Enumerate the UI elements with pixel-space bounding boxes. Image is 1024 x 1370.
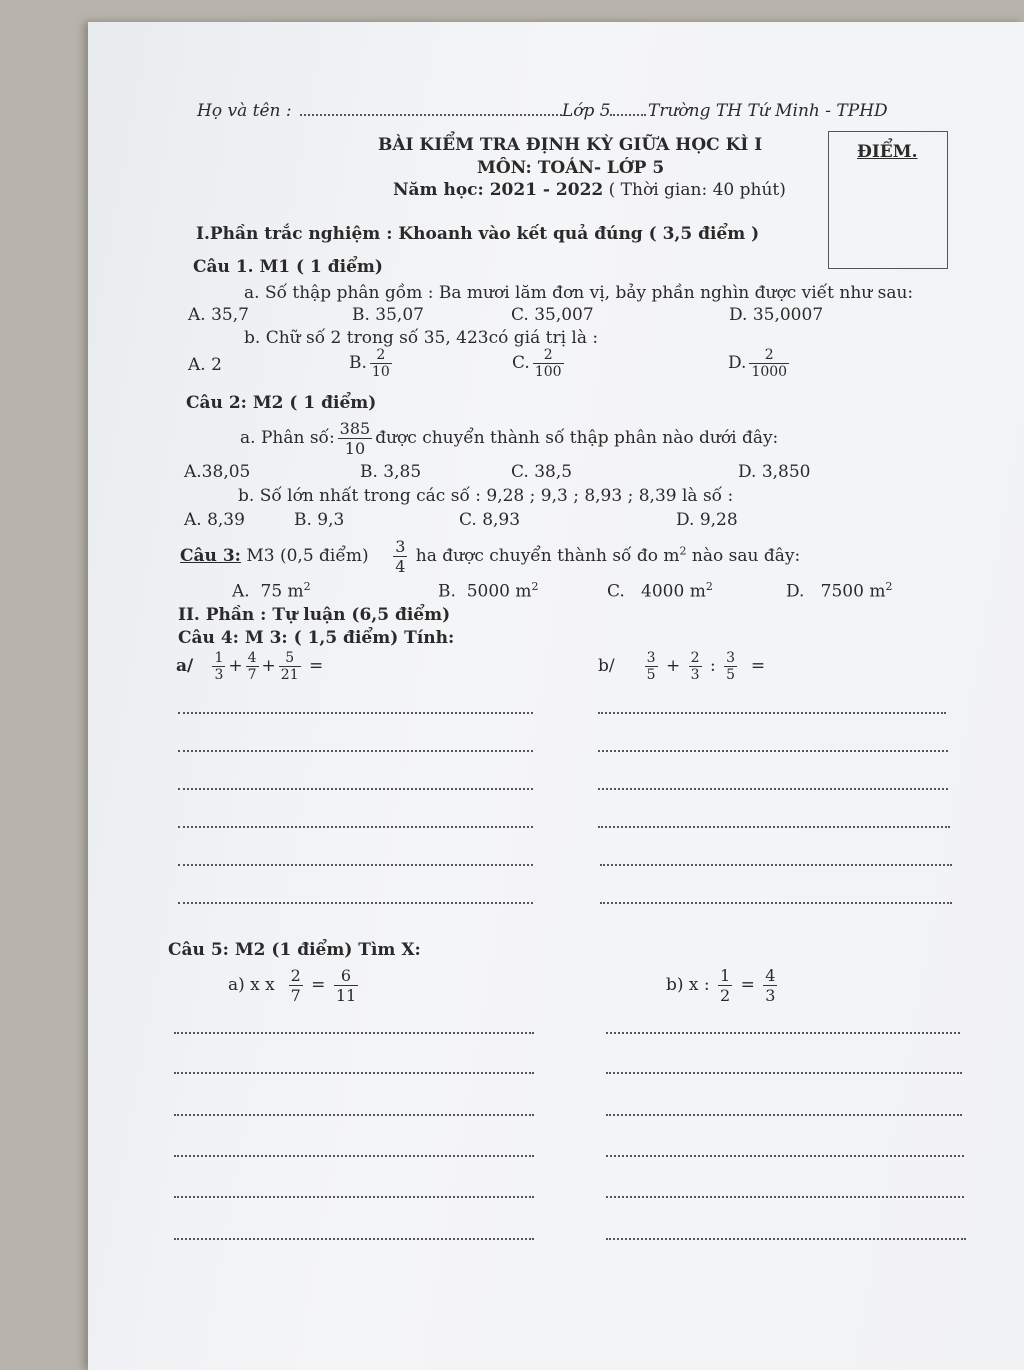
q5b-answer-line[interactable]	[606, 1196, 964, 1198]
q5b-answer-line[interactable]	[606, 1072, 962, 1074]
q1a-option-a[interactable]: A. 35,7	[188, 305, 249, 325]
q4a-answer-line[interactable]	[178, 750, 533, 752]
q2a-option-c[interactable]: C. 38,5	[511, 462, 573, 482]
q2-title: Câu 2: M2 ( 1 điểm)	[186, 393, 377, 413]
exam-title: BÀI KIỂM TRA ĐỊNH KỲ GIỮA HỌC KÌ I	[378, 135, 763, 155]
q4a-answer-line[interactable]	[178, 826, 533, 828]
school-name: Trường TH Tứ Minh - TPHD	[648, 101, 888, 121]
q3-option-c[interactable]: C. 4000 $m^2$	[607, 580, 713, 602]
q4b-answer-line[interactable]	[598, 826, 950, 828]
q5b-answer-line[interactable]	[606, 1155, 964, 1157]
q1-title: Câu 1. M1 ( 1 điểm)	[193, 257, 383, 277]
q5a-answer-line[interactable]	[174, 1196, 534, 1198]
q1a-option-b[interactable]: B. 35,07	[352, 305, 424, 325]
q2a-prompt: a. Phân số: $\frac{385}{10}$ được chuyển thành số thập phân nào dưới đây:	[240, 419, 779, 458]
q5b-answer-line[interactable]	[606, 1032, 960, 1034]
q4-title: Câu 4: M 3: ( 1,5 điểm) Tính:	[178, 628, 455, 648]
q2b-option-a[interactable]: A. 8,39	[184, 510, 245, 530]
q5a-equation: a) x x $\frac{2}{7}$ = $\frac{6}{11}$	[228, 966, 357, 1005]
q5b-equation: b) x : $\frac{1}{2}$ = $\frac{4}{3}$	[666, 966, 776, 1005]
q2a-option-b[interactable]: B. 3,85	[360, 462, 422, 482]
class-dotted-line	[610, 114, 646, 116]
q4a-expression: a/ $\frac{1}{3}$ + $\frac{4}{7}$ + $\frac{5}{21}$ =	[176, 650, 324, 683]
q5a-answer-line[interactable]	[174, 1155, 534, 1157]
q4b-answer-line[interactable]	[598, 788, 948, 790]
q4a-answer-line[interactable]	[178, 788, 533, 790]
q2b-prompt: b. Số lớn nhất trong các số : 9,28 ; 9,3 ; 8,93 ; 8,39 là số :	[238, 486, 734, 506]
part1-title: I.Phần trắc nghiệm : Khoanh vào kết quả đúng ( 3,5 điểm )	[196, 224, 760, 244]
score-label: ĐIỂM.	[857, 142, 918, 162]
q4b-answer-line[interactable]	[600, 864, 952, 866]
q1b-option-b[interactable]: B. $\frac{2}{10}$	[349, 347, 390, 380]
q1b-prompt: b. Chữ số 2 trong số 35, 423có giá trị là :	[244, 328, 599, 348]
name-label: Họ và tên :	[197, 101, 292, 121]
q5-title: Câu 5: M2 (1 điểm) Tìm X:	[168, 940, 421, 960]
q3-line: Câu 3: M3 (0,5 điểm) $\frac{3}{4}$ ha được chuyển thành số đo $m^2$ nào sau đây:	[180, 537, 801, 576]
name-dotted-line	[300, 114, 562, 116]
q2b-option-b[interactable]: B. 9,3	[294, 510, 345, 530]
q1b-option-c[interactable]: C. $\frac{2}{100}$	[512, 347, 562, 380]
q5a-answer-line[interactable]	[174, 1072, 534, 1074]
q1b-option-a[interactable]: A. 2	[188, 355, 222, 375]
q2b-option-c[interactable]: C. 8,93	[459, 510, 521, 530]
q1b-option-d[interactable]: D. $\frac{2}{1000}$	[728, 347, 788, 380]
part2-title: II. Phần : Tự luận (6,5 điểm)	[178, 605, 451, 625]
q4b-answer-line[interactable]	[600, 902, 952, 904]
q4b-expression: b/ $\frac{3}{5}$ + $\frac{2}{3}$ : $\frac{3}{5}$ =	[598, 650, 766, 683]
q5b-answer-line[interactable]	[606, 1114, 962, 1116]
q5a-answer-line[interactable]	[174, 1238, 534, 1240]
q2a-option-a[interactable]: A.38,05	[184, 462, 251, 482]
q1a-option-d[interactable]: D. 35,0007	[729, 305, 824, 325]
q1a-prompt: a. Số thập phân gồm : Ba mươi lăm đơn vị, bảy phần nghìn được viết như sau:	[244, 283, 914, 303]
q4a-answer-line[interactable]	[178, 902, 533, 904]
q3-option-b[interactable]: B. 5000 $m^2$	[438, 580, 539, 602]
class-label: Lớp 5	[562, 101, 611, 121]
q2a-option-d[interactable]: D. 3,850	[738, 462, 811, 482]
q4b-answer-line[interactable]	[598, 712, 946, 714]
exam-year: Năm học: 2021 - 2022 ( Thời gian: 40 phút)	[393, 180, 786, 200]
q4a-answer-line[interactable]	[178, 712, 533, 714]
q1a-option-c[interactable]: C. 35,007	[511, 305, 594, 325]
q5a-answer-line[interactable]	[174, 1114, 534, 1116]
q4a-answer-line[interactable]	[178, 864, 533, 866]
q2b-option-d[interactable]: D. 9,28	[676, 510, 738, 530]
q5b-answer-line[interactable]	[606, 1238, 966, 1240]
q3-option-d[interactable]: D. 7500 $m^2$	[786, 580, 893, 602]
q3-option-a[interactable]: A. 75 $m^2$	[232, 580, 311, 602]
exam-subject: MÔN: TOÁN- LỚP 5	[477, 158, 665, 178]
q4b-answer-line[interactable]	[598, 750, 948, 752]
q5a-answer-line[interactable]	[174, 1032, 534, 1034]
